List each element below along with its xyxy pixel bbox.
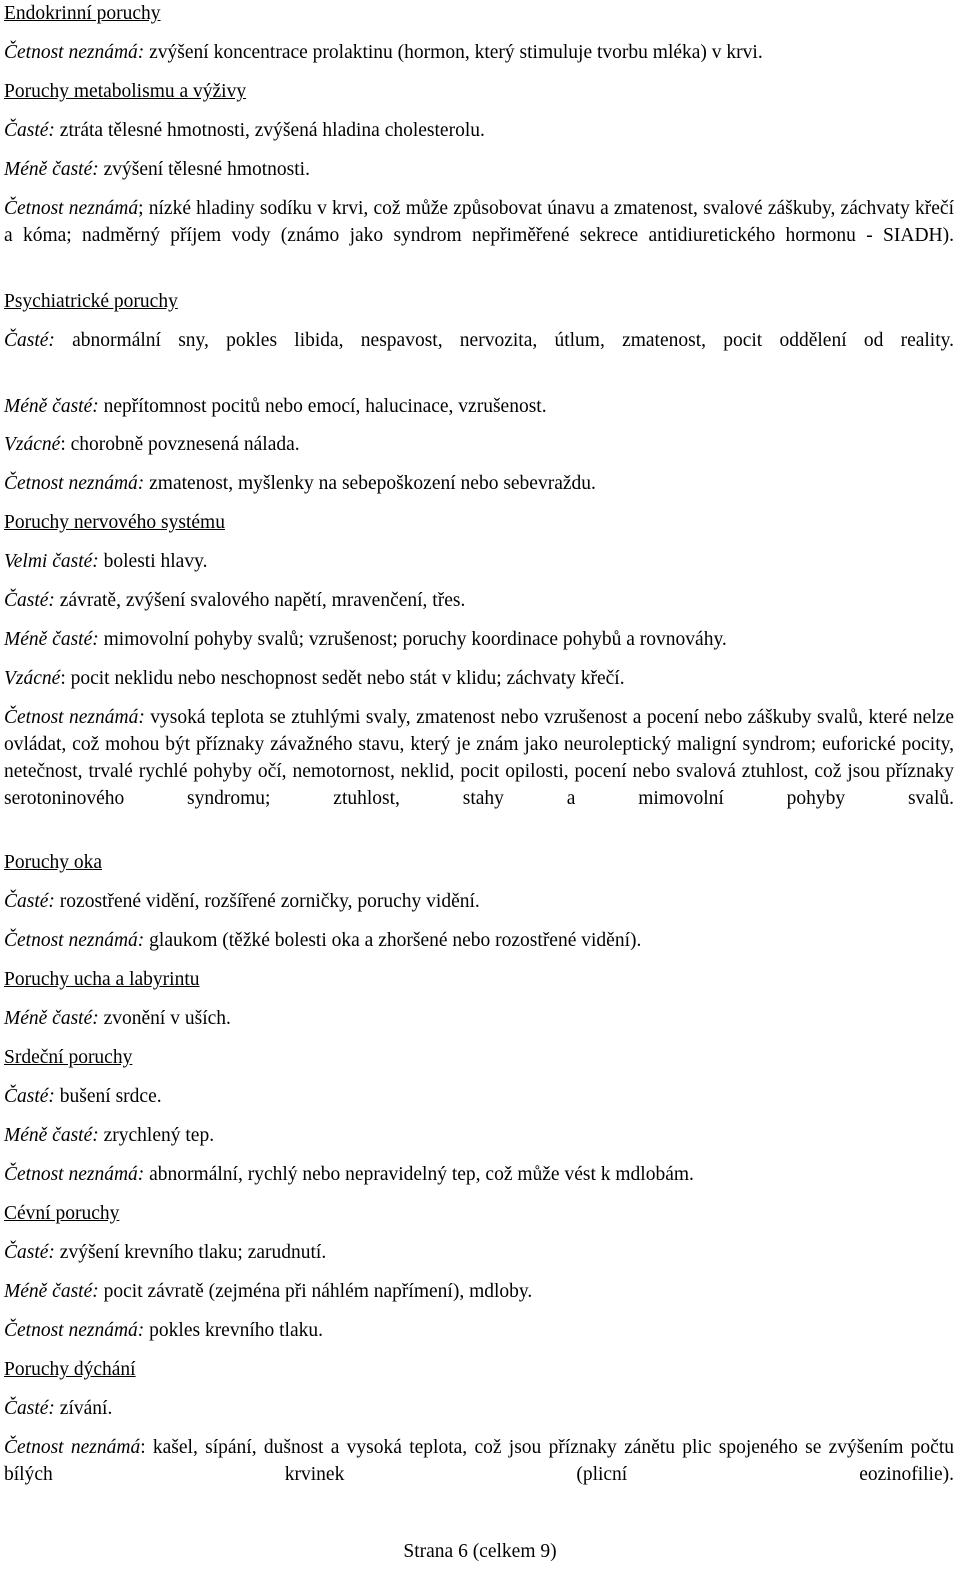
section-heading-psychiatricke: Psychiatrické poruchy — [4, 291, 178, 312]
section-heading-metabolismus: Poruchy metabolismu a výživy — [4, 81, 247, 102]
list-item: Četnost neznámá: glaukom (těžké bolesti oka a zhoršené nebo rozostřené vidění). — [4, 930, 642, 951]
list-item: Četnost neznámá: abnormální, rychlý nebo nepravidelný tep, což může vést k mdlobám. — [4, 1164, 694, 1185]
section-heading-nervovy-system: Poruchy nervového systému — [4, 512, 225, 533]
list-item: Časté: závratě, zvýšení svalového napětí, mravenčení, třes. — [4, 590, 466, 611]
list-item: Méně časté: nepřítomnost pocitů nebo emocí, halucinace, vzrušenost. — [4, 396, 547, 417]
list-item: Vzácné: pocit neklidu nebo neschopnost sedět nebo stát v klidu; záchvaty křečí. — [4, 668, 625, 689]
list-item: Méně časté: pocit závratě (zejména při náhlém napřímení), mdloby. — [4, 1281, 533, 1302]
list-item: Četnost neznámá; nízké hladiny sodíku v krvi, což může způsobovat únavu a zmatenost, svalové záškuby, záchvaty křečí a kóma; nadměrný příjem vody (známo jako syndrom nepřiměřené sekrece antidiuretického hormonu - SIADH). — [4, 198, 955, 246]
list-item: Méně časté: mimovolní pohyby svalů; vzrušenost; poruchy koordinace pohybů a rovnováhy. — [4, 629, 727, 650]
list-item: Časté: zívání. — [4, 1398, 113, 1419]
list-item: Vzácné: chorobně povznesená nálada. — [4, 434, 300, 455]
section-heading-endokrinni: Endokrinní poruchy — [4, 3, 161, 24]
list-item: Četnost neznámá: zmatenost, myšlenky na sebepoškození nebo sebevraždu. — [4, 473, 596, 494]
section-heading-oko: Poruchy oka — [4, 852, 103, 873]
list-item: Časté: zvýšení krevního tlaku; zarudnutí. — [4, 1242, 327, 1263]
list-item: Méně časté: zvonění v uších. — [4, 1008, 231, 1029]
list-item: Časté: bušení srdce. — [4, 1086, 162, 1107]
list-item: Četnost neznámá: kašel, sípání, dušnost a vysoká teplota, což jsou příznaky zánětu plic spojeného se zvýšením počtu bílých krvinek (plicní eozinofilie). — [4, 1437, 954, 1485]
section-heading-cevni: Cévní poruchy — [4, 1203, 120, 1224]
list-item: Časté: ztráta tělesné hmotnosti, zvýšená hladina cholesterolu. — [4, 120, 485, 141]
list-item: Časté: rozostřené vidění, rozšířené zorničky, poruchy vidění. — [4, 891, 480, 912]
section-heading-ucho: Poruchy ucha a labyrintu — [4, 969, 200, 990]
list-item: Časté: abnormální sny, pokles libida, nespavost, nervozita, útlum, zmatenost, pocit oddělení od reality. — [4, 330, 954, 351]
section-heading-srdce: Srdeční poruchy — [4, 1047, 133, 1068]
list-item: Četnost neznámá: vysoká teplota se ztuhlými svaly, zmatenost nebo vzrušenost a pocení nebo záškuby svalů, které nelze ovládat, což mohou být příznaky závažného stavu, který je znám jako neuroleptický maligní syndrom; euforické pocity, netečnost, trvalé rychlé pohyby očí, nemotornost, neklid, pocit opilosti, pocení nebo svalová ztuhlost, což jsou příznaky serotoninového syndromu; ztuhlost, stahy a mimovolní pohyby svalů. — [4, 707, 954, 809]
page-footer: Strana 6 (celkem 9) — [403, 1541, 557, 1562]
section-heading-dychani: Poruchy dýchání — [4, 1359, 136, 1380]
list-item: Četnost neznámá: zvýšení koncentrace prolaktinu (hormon, který stimuluje tvorbu mléka) v krvi. — [4, 42, 763, 63]
list-item: Méně časté: zrychlený tep. — [4, 1125, 215, 1146]
list-item: Méně časté: zvýšení tělesné hmotnosti. — [4, 159, 310, 180]
list-item: Četnost neznámá: pokles krevního tlaku. — [4, 1320, 323, 1341]
list-item: Velmi časté: bolesti hlavy. — [4, 551, 208, 572]
